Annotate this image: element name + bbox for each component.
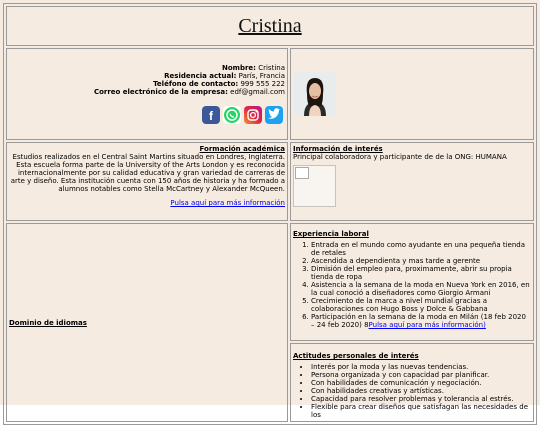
interest-cell: [290, 142, 534, 221]
education-heading: Formación académica: [199, 145, 285, 153]
experience-last-text: Participación en la semana de la moda en Milán (18 feb 2020 – 24 feb 2020) 8: [311, 313, 526, 329]
languages-cell: [6, 223, 288, 422]
whatsapp-icon[interactable]: [223, 106, 241, 124]
svg-text:f: f: [209, 109, 213, 123]
cv-table: [3, 3, 537, 425]
name-value: Cristina: [258, 64, 285, 72]
languages-heading: Dominio de idiomas: [9, 318, 87, 327]
list-item: [311, 313, 531, 329]
list-item: • Interés por la moda y las nuevas tendencias.: [311, 363, 531, 371]
list-item: • Persona organizada y con capacidad par planificar.: [311, 371, 531, 379]
interest-text: Principal colaboradora y participante de de la ONG: HUMANA: [293, 153, 507, 161]
residence-label: Residencia actual:: [164, 72, 237, 80]
page-title: Cristina: [238, 15, 302, 37]
phone-label: Teléfono de contacto:: [153, 80, 239, 88]
profile-photo: [294, 72, 336, 116]
list-item: 3. Dimisión del empleo para, proximamente, abrir su propia tienda de ropa: [311, 265, 531, 281]
list-item: • Flexible para crear diseños que satisfagan las necesidades de los: [311, 403, 531, 419]
email-value: edf@gmail.com: [230, 88, 285, 96]
title-cell: [6, 6, 534, 46]
social-icons: [9, 106, 285, 124]
residence-value: París, Francia: [238, 72, 285, 80]
list-item: • Capacidad para resolver problemas y tolerancia al estrés.: [311, 395, 531, 403]
attitudes-cell: [290, 343, 534, 422]
attitudes-list: [293, 363, 531, 419]
name-label: Nombre:: [222, 64, 256, 72]
interest-heading: Información de interés: [293, 145, 383, 153]
experience-list: [293, 241, 531, 329]
education-cell: [6, 142, 288, 221]
education-more-link[interactable]: Pulsa aquí para más información: [170, 199, 285, 207]
list-item: 2. Ascendida a dependienta y mas tarde a gerente: [311, 257, 531, 265]
list-item: 4. Asistencia a la semana de la moda en Nueva York en 2016, en la cual conoció a diseñadores como Giorgio Armani: [311, 281, 531, 297]
list-item: • Con habilidades creativas y artísticas.: [311, 387, 531, 395]
broken-image: [293, 165, 336, 207]
experience-heading: Experiencia laboral: [293, 230, 369, 238]
experience-more-link[interactable]: Pulsa aquí para más información): [368, 321, 486, 329]
personal-info: [6, 48, 288, 140]
phone-value: 999 555 222: [240, 80, 285, 88]
instagram-icon[interactable]: [244, 106, 262, 124]
experience-cell: [290, 223, 534, 341]
attitudes-heading: Actitudes personales de interés: [293, 352, 419, 360]
education-text: Estudios realizados en el Central Saint Martins situado en Londres, Inglaterra. Esta escuela forma parte de la University of the Arts London y es reconocida internacionalmente por su calidad educativa y gran variedad de carreras de arte y diseño. Esta institución cuenta con 150 años de historia y ha formado a alumnos notables como Stella McCartney y Alexander McQueen.: [10, 153, 285, 193]
twitter-icon[interactable]: [265, 106, 283, 124]
email-label: Correo electrónico de la empresa:: [93, 88, 228, 96]
list-item: 1. Entrada en el mundo como ayudante en una pequeña tienda de retales: [311, 241, 531, 257]
list-item: • Con habilidades de comunicación y negociación.: [311, 379, 531, 387]
photo-cell: [290, 48, 534, 140]
list-item: 5. Crecimiento de la marca a nivel mundial gracias a colaboraciones con Hugo Boss y Dolce & Gabbana: [311, 297, 531, 313]
facebook-icon[interactable]: [202, 106, 220, 124]
